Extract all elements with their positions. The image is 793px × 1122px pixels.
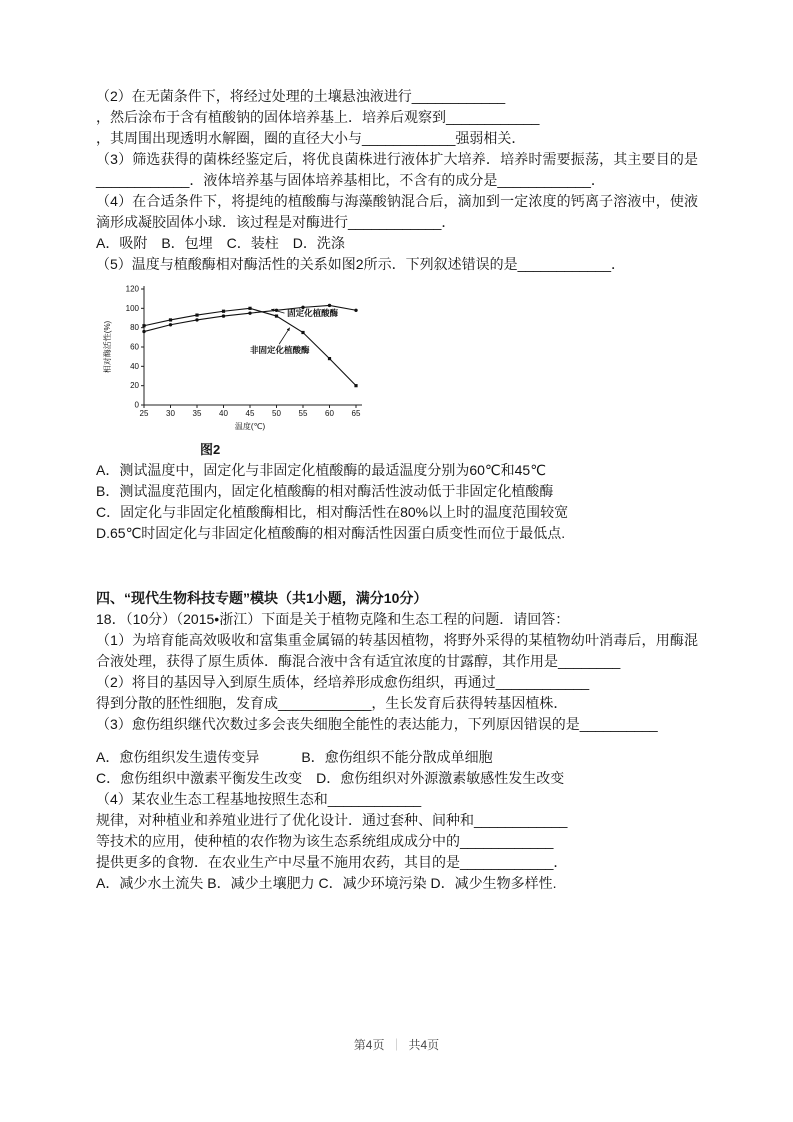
page-number: 第4页 (353, 1038, 385, 1052)
svg-text:50: 50 (272, 409, 281, 418)
text-line: 得到分散的胚性细胞，发育成____________，生长发育后获得转基因植株． (96, 695, 568, 711)
figure2-caption: 图2 (200, 442, 221, 457)
svg-text:60: 60 (325, 409, 334, 418)
exam-content (96, 86, 698, 894)
svg-text:非固定化植酸酶: 非固定化植酸酶 (250, 344, 310, 355)
text-line: （3）筛选获得的菌株经鉴定后，将优良菌株进行液体扩大培养．培养时需要振荡，其主要目的是____________．液体培养基与固体培养基相比，不含有的成分是____________． (96, 151, 698, 188)
svg-text:20: 20 (130, 381, 139, 391)
text-line: （2）在无菌条件下，将经过处理的土壤悬浊液进行____________ (96, 88, 506, 104)
svg-text:温度(℃): 温度(℃) (234, 422, 266, 431)
text-line: （3）愈伤组织继代次数过多会丧失细胞全能性的表达能力，下列原因错误的是__________ (96, 716, 658, 732)
svg-text:55: 55 (298, 409, 308, 418)
svg-text:80: 80 (130, 323, 139, 333)
svg-text:45: 45 (245, 409, 255, 418)
text-line: （4）在合适条件下，将提纯的植酸酶与海藻酸钠混合后，滴加到一定浓度的钙离子溶液中，使液滴形成凝胶固体小球．该过程是对酶进行____________． (96, 193, 698, 230)
option-c: C．固定化与非固定化植酸酶相比，相对酶活性在80%以上时的温度范围较宽 (96, 504, 569, 520)
svg-text:40: 40 (219, 409, 228, 418)
svg-text:固定化植酸酶: 固定化植酸酶 (287, 308, 339, 319)
text-line: （5）温度与植酸酶相对酶活性的关系如图2所示．下列叙述错误的是____________． (96, 256, 626, 272)
figure2 (98, 281, 698, 439)
text-line: （2）将目的基因导入到原生质体，经培养形成愈伤组织，再通过____________ (96, 674, 590, 690)
choice-row: C．愈伤组织中激素平衡发生改变 D．愈伤组织对外源激素敏感性发生改变 (96, 770, 565, 786)
figure2-chart (98, 281, 388, 433)
text-line: （1）为培育能高效吸收和富集重金属镉的转基因植物，将野外采得的某植物幼叶消毒后，用酶混合液处理，获得了原生质体．酶混合液中含有适宜浓度的甘露醇，其作用是________ (96, 632, 698, 669)
option-a: A．测试温度中，固定化与非固定化植酸酶的最适温度分别为60℃和45℃ (96, 462, 546, 478)
text-line: 规律，对种植业和养殖业进行了优化设计．通过套种、间种和____________ (96, 812, 568, 828)
svg-text:65: 65 (351, 409, 361, 418)
svg-text:40: 40 (130, 361, 139, 371)
text-line: （4）某农业生态工程基地按照生态和____________ (96, 791, 422, 807)
choice-row: A．愈伤组织发生遗传变异 B．愈伤组织不能分散成单细胞 (96, 749, 493, 765)
svg-text:100: 100 (125, 303, 139, 313)
svg-text:相对酶活性(%): 相对酶活性(%) (103, 320, 112, 374)
text-line: 等技术的应用，使种植的农作物为该生态系统组成成分中的____________ (96, 833, 554, 849)
svg-text:60: 60 (130, 342, 139, 352)
option-b: B．测试温度范围内，固定化植酸酶的相对酶活性波动低于非固定化植酸酶 (96, 483, 554, 499)
svg-text:30: 30 (166, 409, 175, 418)
svg-text:0: 0 (134, 400, 139, 410)
choice-row: A．减少水土流失 B．减少土壤肥力 C．减少环境污染 D．减少生物多样性. (96, 875, 557, 891)
text-line: ，其周围出现透明水解圈，圈的直径大小与____________强弱相关． (96, 130, 526, 146)
svg-text:120: 120 (125, 284, 139, 294)
choice-row: A．吸附 B．包埋 C．装柱 D．洗涤 (96, 235, 345, 251)
question18-stem: 18．（10分）（2015•浙江）下面是关于植物克隆和生态工程的问题．请回答： (96, 611, 570, 627)
footer-separator: ｜ (390, 1038, 403, 1052)
text-line: ，然后涂布于含有植酸钠的固体培养基上．培养后观察到____________ (96, 109, 540, 125)
svg-text:25: 25 (139, 409, 149, 418)
svg-text:35: 35 (192, 409, 202, 418)
section4-heading: 四、“现代生物科技专题”模块（共1小题，满分10分） (96, 590, 428, 606)
page-footer (0, 1036, 793, 1053)
page-total: 共4页 (408, 1038, 440, 1052)
text-line: 提供更多的食物．在农业生产中尽量不施用农药，其目的是____________． (96, 854, 568, 870)
option-d: D.65℃时固定化与非固定化植酸酶的相对酶活性因蛋白质变性而位于最低点. (96, 525, 566, 541)
